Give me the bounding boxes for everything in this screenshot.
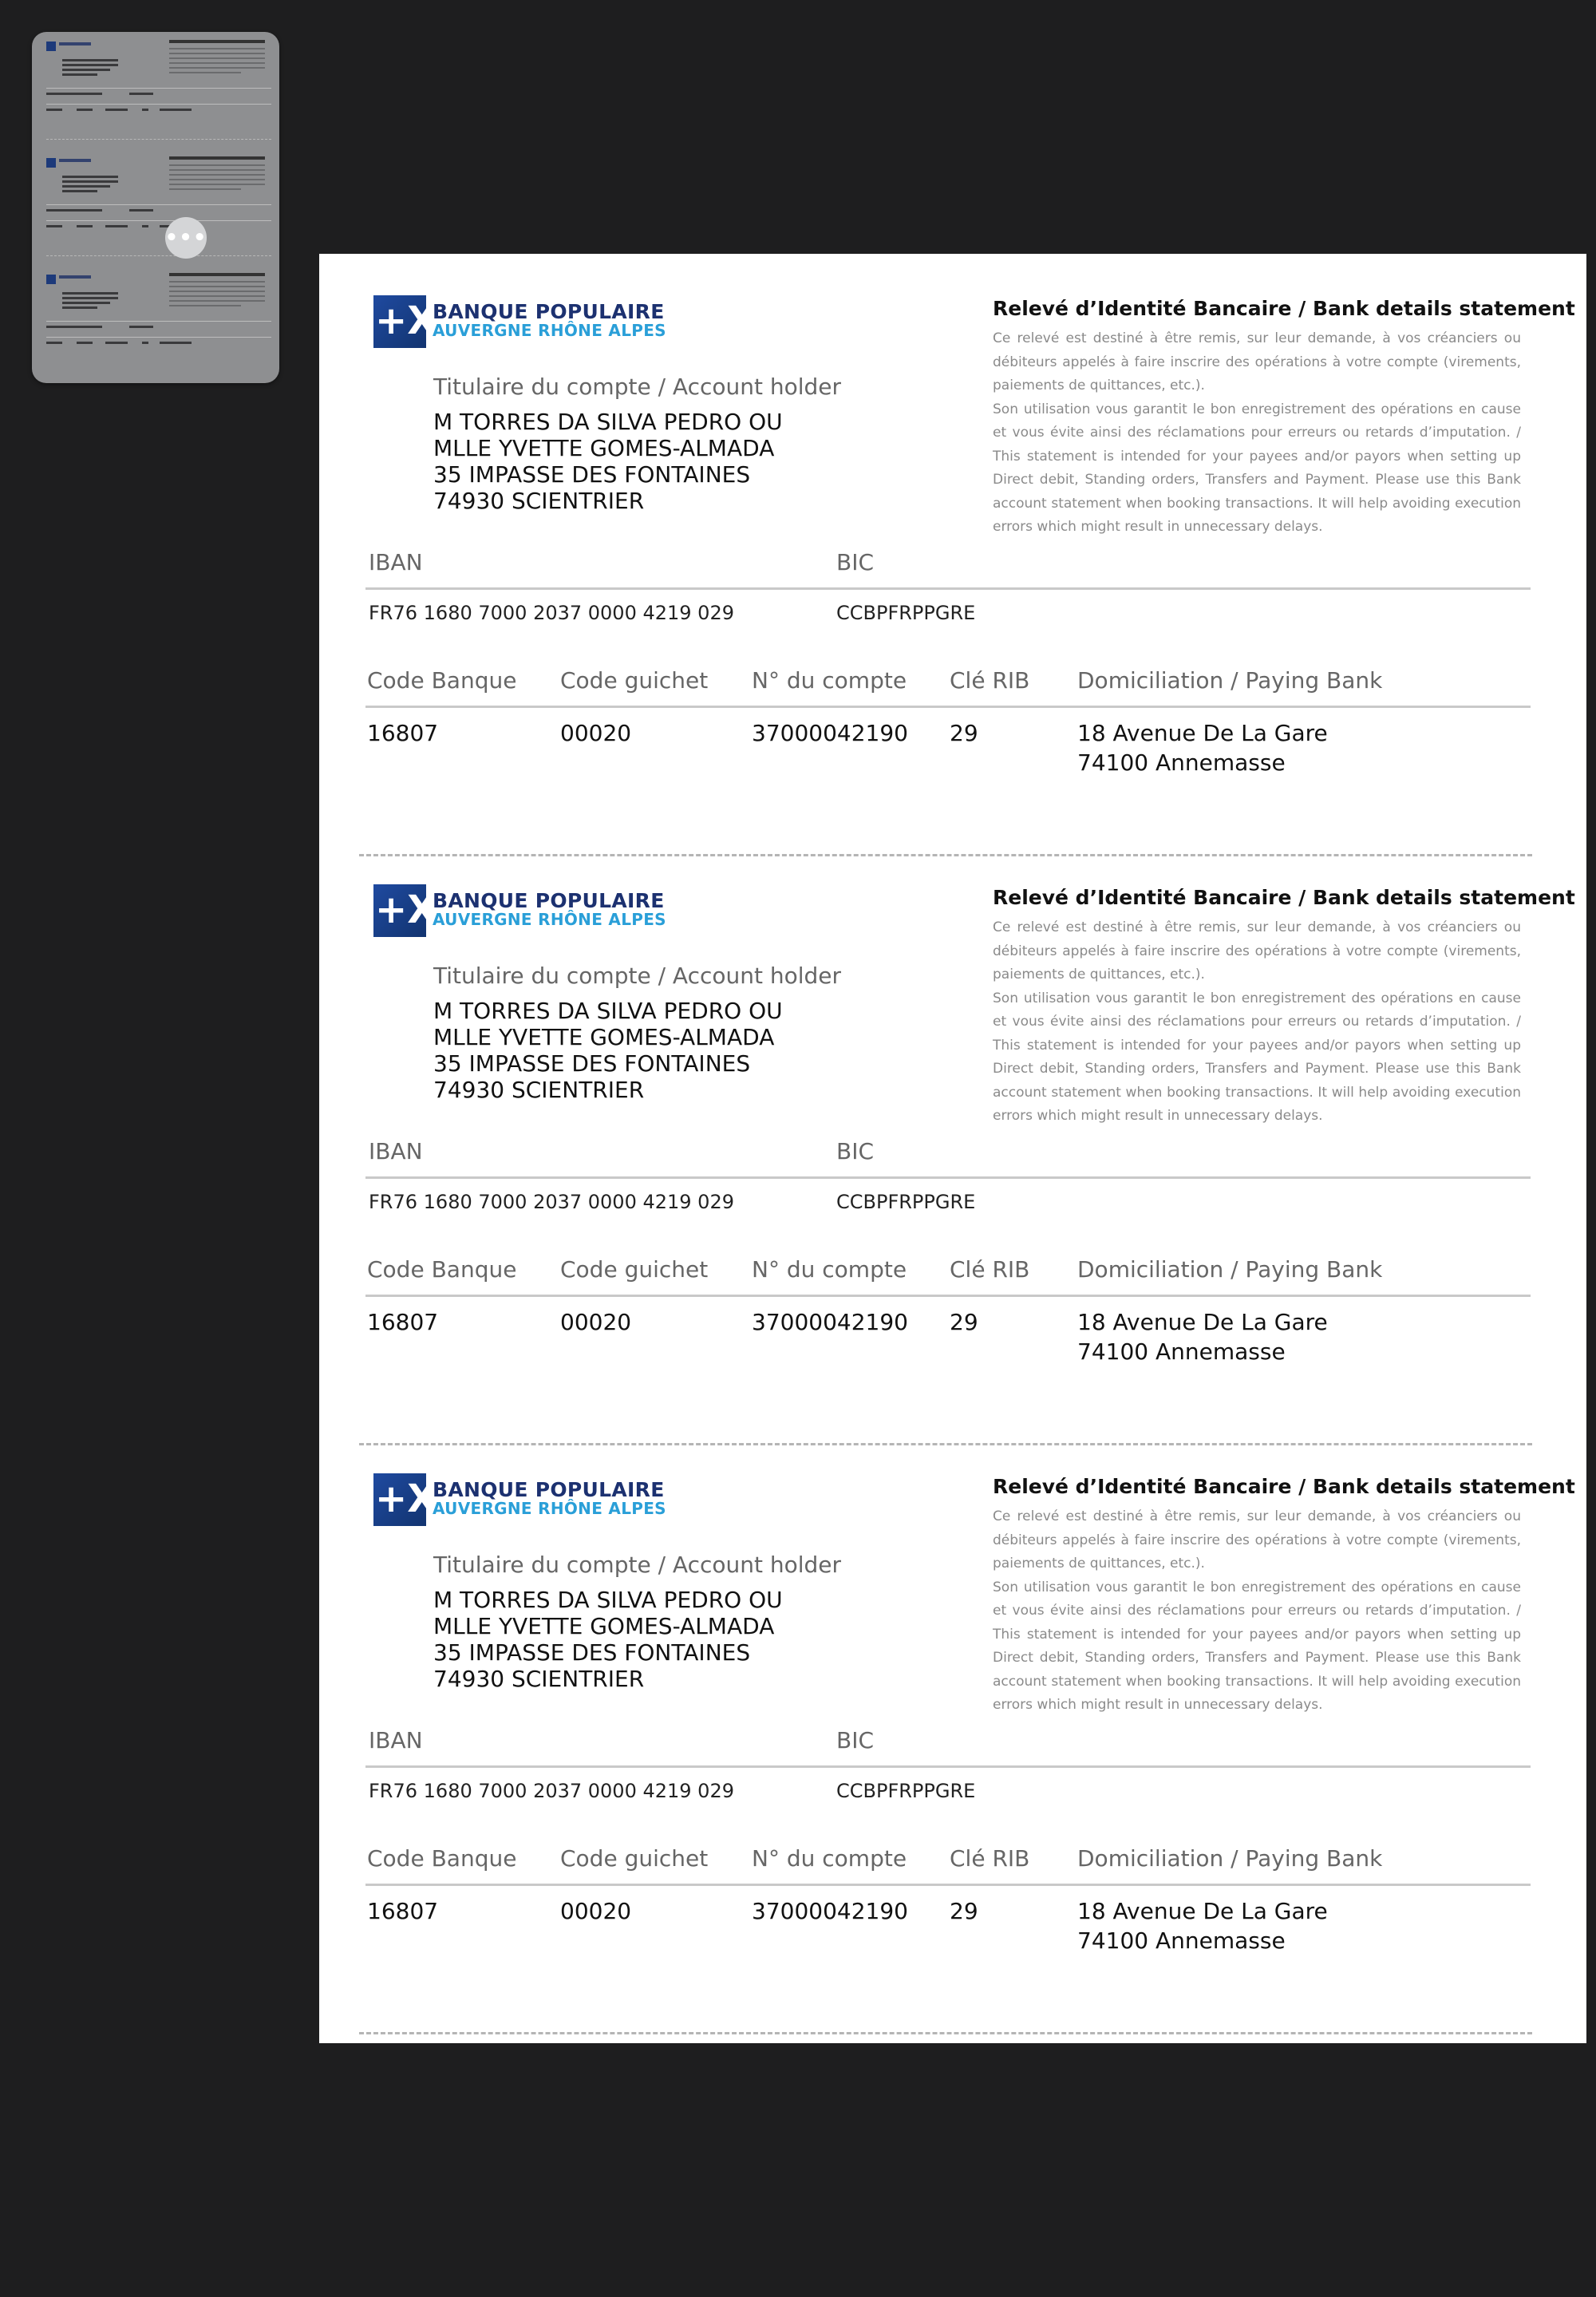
more-options-button[interactable] [165, 217, 207, 259]
code-banque-label: Code Banque [367, 667, 517, 694]
holder-line: M TORRES DA SILVA PEDRO OU [433, 409, 783, 435]
holder-line: 35 IMPASSE DES FONTAINES [433, 1050, 751, 1077]
numero-compte-label: N° du compte [752, 1256, 907, 1283]
statement-description: Ce relevé est destiné à être remis, sur leur demande, à vos créanciers ou débiteurs appelés à faire inscrire des opérations à votre compte (virements, paiements de quittances, etc.). Son utilisation vous garantit le bon enregistrement des opérations en cause et vous évite ainsi des réclamations pour erreurs ou retards d’imputation. / This statement is intended for your payees and/or payors when setting up Direct debit, Standing orders, Transfers and Payment. Please use this Bank account statement when booking transactions. It will help avoiding execution errors which might result in unnecessary delays. [993, 1508, 1521, 1713]
account-holder-label: Titulaire du compte / Account holder [433, 1552, 842, 1578]
holder-line: M TORRES DA SILVA PEDRO OU [433, 998, 783, 1024]
statement-title: Relevé d’Identité Bancaire / Bank details statement [993, 1475, 1575, 1498]
code-guichet-value: 00020 [560, 1309, 632, 1335]
bic-value: CCBPFRPPGRE [836, 602, 976, 624]
holder-line: 74930 SCIENTRIER [433, 1077, 645, 1103]
code-guichet-value: 00020 [560, 720, 632, 746]
bank-logo-icon: +X [373, 884, 426, 937]
numero-compte-label: N° du compte [752, 667, 907, 694]
bic-label: BIC [836, 1138, 875, 1164]
bic-label: BIC [836, 1727, 875, 1753]
domiciliation-line: 18 Avenue De La Gare [1077, 1309, 1328, 1335]
divider [365, 1176, 1531, 1179]
domiciliation-label: Domiciliation / Paying Bank [1077, 1256, 1383, 1283]
account-holder-label: Titulaire du compte / Account holder [433, 963, 842, 989]
domiciliation-line: 74100 Annemasse [1077, 1927, 1286, 1954]
cle-rib-value: 29 [950, 720, 978, 746]
statement-description: Ce relevé est destiné à être remis, sur leur demande, à vos créanciers ou débiteurs appelés à faire inscrire des opérations à votre compte (virements, paiements de quittances, etc.). Son utilisation vous garantit le bon enregistrement des opérations en cause et vous évite ainsi des réclamations pour erreurs ou retards d’imputation. / This statement is intended for your payees and/or payors when setting up Direct debit, Standing orders, Transfers and Payment. Please use this Bank account statement when booking transactions. It will help avoiding execution errors which might result in unnecessary delays. [993, 330, 1521, 535]
cle-rib-label: Clé RIB [950, 1845, 1030, 1872]
cut-line [359, 2032, 1532, 2034]
holder-line: MLLE YVETTE GOMES-ALMADA [433, 1613, 775, 1639]
cle-rib-label: Clé RIB [950, 1256, 1030, 1283]
code-banque-label: Code Banque [367, 1845, 517, 1872]
code-banque-value: 16807 [367, 1309, 439, 1335]
rib-card [319, 843, 1586, 1432]
bic-label: BIC [836, 549, 875, 575]
more-options-icon: ••• [164, 226, 207, 250]
statement-description: Ce relevé est destiné à être remis, sur leur demande, à vos créanciers ou débiteurs appelés à faire inscrire des opérations à votre compte (virements, paiements de quittances, etc.). Son utilisation vous garantit le bon enregistrement des opérations en cause et vous évite ainsi des réclamations pour erreurs ou retards d’imputation. / This statement is intended for your payees and/or payors when setting up Direct debit, Standing orders, Transfers and Payment. Please use this Bank account statement when booking transactions. It will help avoiding execution errors which might result in unnecessary delays. [993, 919, 1521, 1124]
code-banque-value: 16807 [367, 720, 439, 746]
rib-card [319, 1432, 1586, 2021]
bic-value: CCBPFRPPGRE [836, 1191, 976, 1213]
code-guichet-label: Code guichet [560, 1256, 709, 1283]
domiciliation-label: Domiciliation / Paying Bank [1077, 1845, 1383, 1872]
document-page [319, 254, 1586, 2043]
domiciliation-line: 18 Avenue De La Gare [1077, 720, 1328, 746]
domiciliation-line: 74100 Annemasse [1077, 749, 1286, 776]
bank-name: BANQUE POPULAIRE [433, 300, 665, 323]
rib-card [319, 254, 1586, 843]
holder-line: M TORRES DA SILVA PEDRO OU [433, 1587, 783, 1613]
domiciliation-line: 74100 Annemasse [1077, 1338, 1286, 1365]
domiciliation-line: 18 Avenue De La Gare [1077, 1898, 1328, 1924]
iban-value: FR76 1680 7000 2037 0000 4219 029 [369, 1780, 734, 1802]
bank-region: AUVERGNE RHÔNE ALPES [433, 1499, 666, 1518]
numero-compte-label: N° du compte [752, 1845, 907, 1872]
cle-rib-label: Clé RIB [950, 667, 1030, 694]
account-holder-label: Titulaire du compte / Account holder [433, 374, 842, 400]
code-guichet-value: 00020 [560, 1898, 632, 1924]
thumbnail-preview [40, 32, 271, 382]
holder-line: MLLE YVETTE GOMES-ALMADA [433, 1024, 775, 1050]
code-banque-label: Code Banque [367, 1256, 517, 1283]
page-thumbnail[interactable] [32, 32, 279, 383]
statement-title: Relevé d’Identité Bancaire / Bank details statement [993, 297, 1575, 320]
holder-line: 35 IMPASSE DES FONTAINES [433, 1639, 751, 1666]
iban-label: IBAN [369, 549, 423, 575]
bank-region: AUVERGNE RHÔNE ALPES [433, 910, 666, 929]
code-guichet-label: Code guichet [560, 1845, 709, 1872]
iban-label: IBAN [369, 1138, 423, 1164]
holder-line: 74930 SCIENTRIER [433, 488, 645, 514]
bank-logo-icon: +X [373, 295, 426, 348]
iban-value: FR76 1680 7000 2037 0000 4219 029 [369, 602, 734, 624]
holder-line: 35 IMPASSE DES FONTAINES [433, 461, 751, 488]
bic-value: CCBPFRPPGRE [836, 1780, 976, 1802]
numero-compte-value: 37000042190 [752, 1898, 908, 1924]
code-banque-value: 16807 [367, 1898, 439, 1924]
divider [365, 1295, 1531, 1297]
divider [365, 706, 1531, 708]
holder-line: MLLE YVETTE GOMES-ALMADA [433, 435, 775, 461]
iban-value: FR76 1680 7000 2037 0000 4219 029 [369, 1191, 734, 1213]
domiciliation-label: Domiciliation / Paying Bank [1077, 667, 1383, 694]
divider [365, 1765, 1531, 1768]
numero-compte-value: 37000042190 [752, 1309, 908, 1335]
bank-name: BANQUE POPULAIRE [433, 1478, 665, 1501]
statement-title: Relevé d’Identité Bancaire / Bank details statement [993, 886, 1575, 909]
bank-name: BANQUE POPULAIRE [433, 889, 665, 912]
code-guichet-label: Code guichet [560, 667, 709, 694]
numero-compte-value: 37000042190 [752, 720, 908, 746]
divider [365, 1884, 1531, 1886]
cle-rib-value: 29 [950, 1898, 978, 1924]
iban-label: IBAN [369, 1727, 423, 1753]
divider [365, 587, 1531, 590]
holder-line: 74930 SCIENTRIER [433, 1666, 645, 1692]
bank-logo-icon: +X [373, 1473, 426, 1526]
cle-rib-value: 29 [950, 1309, 978, 1335]
bank-region: AUVERGNE RHÔNE ALPES [433, 321, 666, 340]
